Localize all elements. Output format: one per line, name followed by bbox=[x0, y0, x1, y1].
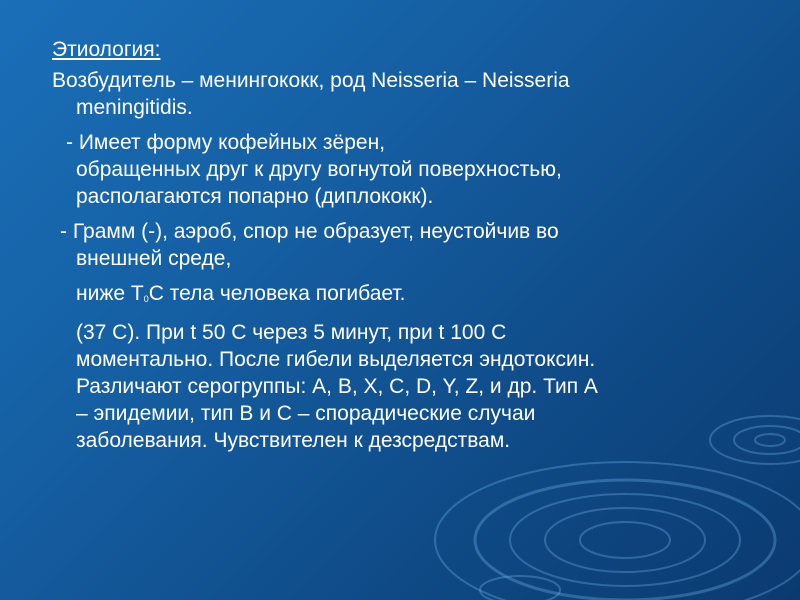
ripple-ring bbox=[755, 434, 785, 446]
text-fragment: ниже Т bbox=[76, 282, 144, 305]
ripple-ring bbox=[510, 494, 740, 586]
text-line: - Имеет форму кофейных зёрен, bbox=[66, 131, 386, 154]
text-fragment: С тела человека погибает. bbox=[148, 282, 406, 305]
text-line: располагаются попарно (диплококк). bbox=[76, 185, 434, 208]
text-line: внешней среде, bbox=[76, 247, 232, 270]
text-line: Различают серогруппы: А, В, Х, С, D, Y, Z, и др. Тип А bbox=[76, 375, 598, 398]
text-line: Возбудитель – менингококк, род Neisseria – Neisseria bbox=[52, 69, 570, 92]
ripple-ring bbox=[475, 480, 775, 600]
text-line: заболевания. Чувствителен к дезсредствам. bbox=[76, 429, 511, 452]
text-line: – эпидемии, тип В и С – спорадические случаи bbox=[76, 402, 536, 425]
ripple-ring bbox=[580, 522, 670, 558]
slide-body bbox=[52, 36, 752, 454]
text-line: обращенных друг к другу вогнутой поверхностью, bbox=[76, 158, 562, 181]
ripple-ring bbox=[545, 508, 705, 572]
subscript-zero: 0 bbox=[143, 294, 149, 304]
text-line: моментально. После гибели выделяется эндотоксин. bbox=[76, 348, 596, 371]
ripple-ring bbox=[480, 576, 560, 600]
text-line-temperature bbox=[52, 280, 752, 311]
text-line: meningitidis. bbox=[76, 96, 193, 119]
text-line: - Грамм (-), аэроб, спор не образует, неустойчив во bbox=[60, 220, 559, 243]
ripple-ring bbox=[435, 462, 800, 600]
text-line: (37 С). При t 50 С через 5 минут, при t 100 С bbox=[76, 321, 507, 344]
slide-title: Этиология: bbox=[52, 38, 161, 61]
